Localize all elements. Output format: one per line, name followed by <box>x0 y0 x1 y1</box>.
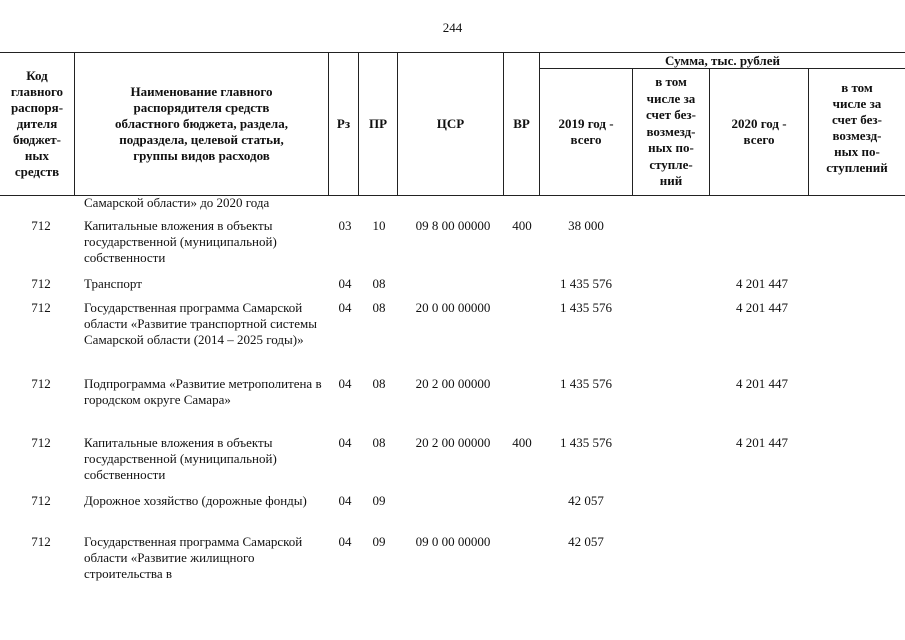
cell-vr: 400 <box>512 435 532 450</box>
cell-pr: 10 <box>372 218 386 233</box>
cell-sum-2019: 42 057 <box>568 534 604 549</box>
cell-kod: 712 <box>31 534 51 549</box>
cell-kod: 712 <box>31 276 51 291</box>
page-number: 244 <box>442 20 463 35</box>
cell-name: Дорожное хозяйство (дорожные фонды) <box>84 493 307 508</box>
cell-name: Государственная программа Самарской области «Развитие транспортной системы Самарской области (2014 – 2025 годы)» <box>84 300 317 347</box>
header-pr: ПР <box>368 116 388 131</box>
cell-pr: 08 <box>372 435 386 450</box>
cell-pr: 08 <box>372 300 386 315</box>
cell-rz: 04 <box>338 534 352 549</box>
cell-rz: 04 <box>338 493 352 508</box>
cell-pr: 09 <box>372 493 386 508</box>
cell-vr: 400 <box>512 218 532 233</box>
cell-sum-2020: 4 201 447 <box>736 435 788 450</box>
table-header <box>0 0 905 195</box>
cell-pr: 08 <box>372 376 386 391</box>
cell-rz: 04 <box>338 276 352 291</box>
cell-kod: 712 <box>31 218 51 233</box>
cell-name: Государственная программа Самарской области «Развитие жилищного строительства в <box>84 534 303 581</box>
cell-sum-2020: 4 201 447 <box>736 276 788 291</box>
header-2020-free: в том числе за счет без- возмезд- ных по- ступлений <box>826 80 888 175</box>
cell-csr: 09 8 00 00000 <box>415 218 491 233</box>
cell-csr: 20 2 00 00000 <box>415 435 491 450</box>
header-kod: Код главного распоря- дителя бюджет- ных средств <box>10 68 64 179</box>
cell-rz: 04 <box>338 300 352 315</box>
cell-rz: 04 <box>338 376 352 391</box>
header-2019-total: 2019 год - всего <box>558 116 614 147</box>
header-rz: Рз <box>336 116 351 131</box>
cell-name: Капитальные вложения в объекты государственной (муниципальной) собственности <box>84 218 277 265</box>
cell-pr: 08 <box>372 276 386 291</box>
carryover-text: Самарской области» до 2020 года <box>84 195 270 210</box>
header-csr: ЦСР <box>436 116 465 131</box>
cell-sum-2019: 1 435 576 <box>560 276 612 291</box>
cell-name: Транспорт <box>84 276 142 291</box>
cell-sum-2019: 38 000 <box>568 218 604 233</box>
header-2019-free: в том числе за счет без- возмезд- ных по- ступле- ний <box>646 74 696 189</box>
cell-sum-2019: 1 435 576 <box>560 300 612 315</box>
header-vr: ВР <box>513 116 530 131</box>
cell-sum-2019: 1 435 576 <box>560 376 612 391</box>
cell-sum-2020: 4 201 447 <box>736 376 788 391</box>
cell-name: Капитальные вложения в объекты государственной (муниципальной) собственности <box>84 435 277 482</box>
cell-csr: 20 0 00 00000 <box>415 300 491 315</box>
cell-rz: 03 <box>338 218 352 233</box>
cell-csr: 20 2 00 00000 <box>415 376 491 391</box>
cell-name: Подпрограмма «Развитие метрополитена в городском округе Самара» <box>84 376 322 407</box>
cell-kod: 712 <box>31 300 51 315</box>
cell-sum-2020: 4 201 447 <box>736 300 788 315</box>
header-2020-total: 2020 год - всего <box>731 116 787 147</box>
cell-kod: 712 <box>31 376 51 391</box>
header-name: Наименование главного распорядителя средств областного бюджета, раздела, подраздела, целевой статьи, группы видов расходов <box>115 84 288 163</box>
cell-rz: 04 <box>338 435 352 450</box>
cell-pr: 09 <box>372 534 386 549</box>
cell-kod: 712 <box>31 493 51 508</box>
cell-sum-2019: 1 435 576 <box>560 435 612 450</box>
cell-csr: 09 0 00 00000 <box>415 534 491 549</box>
cell-kod: 712 <box>31 435 51 450</box>
header-summa: Сумма, тыс. рублей <box>665 52 780 68</box>
cell-sum-2019: 42 057 <box>568 493 604 508</box>
